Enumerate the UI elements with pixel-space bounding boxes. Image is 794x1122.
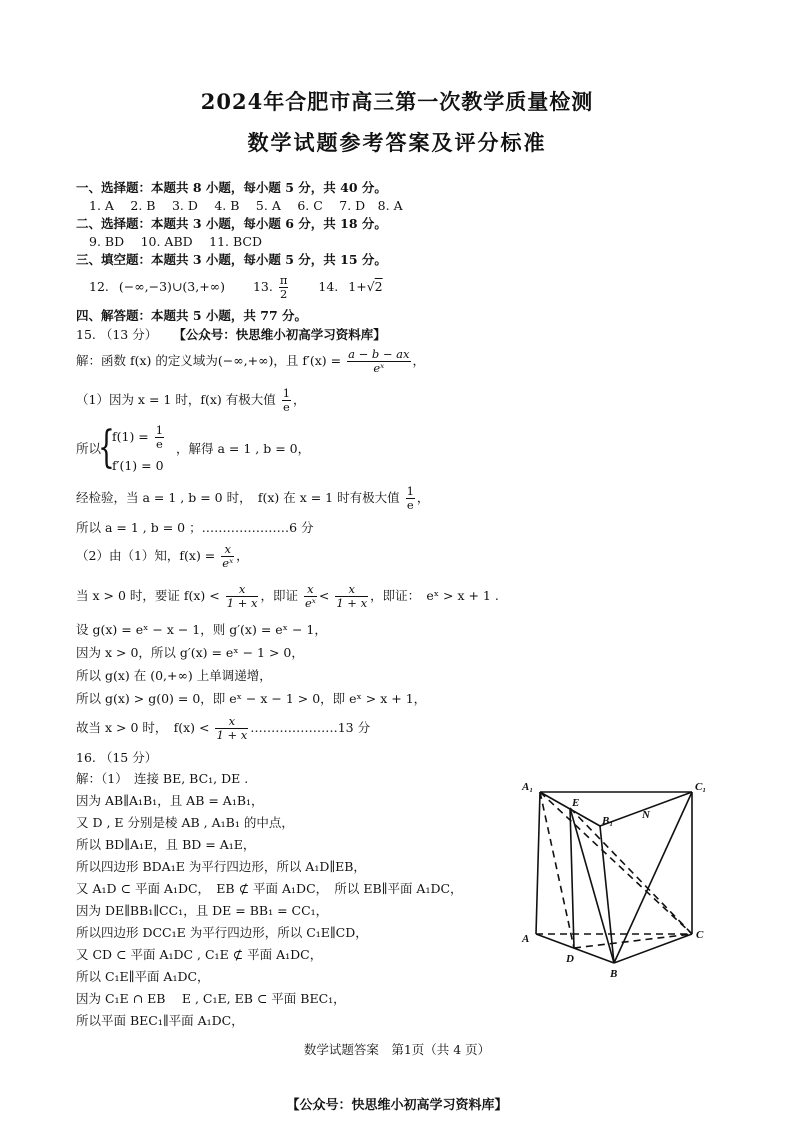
q13-denominator: 2 — [279, 287, 288, 301]
q15-line-2 — [76, 384, 306, 416]
q15-line-6-text: （2）由（1）知，f(x) = — [76, 548, 216, 563]
q15-line-11: 所以 g(x) > g(0) = 0，即 eˣ − x − 1 > 0，即 eˣ > x + 1， — [76, 691, 427, 706]
footer-note: 【公众号：快思维小初高学习资料库】 — [286, 1098, 508, 1113]
system-row-1-fraction — [155, 424, 164, 451]
q15-line-8: 设 g(x) = eˣ − x − 1，则 g′(x) = eˣ − 1， — [76, 622, 327, 637]
label-b1: B₁ — [602, 815, 614, 827]
q15-line-12-text: 故当 x > 0 时， f(x) < — [76, 720, 210, 735]
q16-line-12: 所以平面 BEC₁∥平面 A₁DC， — [76, 1013, 244, 1028]
q15-label-row — [76, 327, 386, 343]
q15-line-6 — [76, 540, 249, 572]
q15-line-4-end: ， — [416, 490, 430, 505]
q16-line-4: 所以 BD∥A₁E，且 BD = A₁E， — [76, 837, 256, 852]
q16-line-3: 又 D , E 分别是棱 AB , A₁B₁ 的中点， — [76, 815, 294, 830]
part2-header: 二、选择题：本题共 3 小题，每小题 6 分，共 18 分。 — [76, 216, 387, 231]
q15-line-12-end: …………………13 分 — [250, 720, 371, 735]
exam-title: 2024年合肥市高三第一次教学质量检测 — [200, 89, 594, 114]
q15-max-fraction — [282, 387, 291, 414]
q15-line-1 — [76, 345, 425, 377]
q15-line-10: 所以 g(x) 在 (0,+∞) 上单调递增， — [76, 668, 272, 683]
q15-note: 【公众号：快思维小初高学习资料库】 — [173, 327, 386, 342]
q15-line-7 — [76, 580, 499, 612]
label-e: E — [572, 797, 580, 809]
q15-check-denominator: e — [406, 498, 414, 512]
q15-line-2-text: （1）因为 x = 1 时，f(x) 有极大值 — [76, 392, 276, 407]
q15-line-7-text: 当 x > 0 时，要证 f(x) < — [76, 588, 220, 603]
q13-numerator: π — [279, 273, 288, 287]
q15-f-denominator: eˣ — [222, 556, 234, 570]
hidden-segment-a1d — [540, 792, 574, 948]
label-n: N — [642, 809, 650, 821]
q15-final-numerator: x — [215, 715, 248, 729]
q15-max-denominator: e — [282, 400, 290, 414]
label-b: B — [610, 968, 618, 980]
prism-figure — [518, 780, 718, 980]
q15-max-numerator: 1 — [282, 386, 291, 400]
segment-ed — [570, 808, 574, 948]
q15-line-2-end: ， — [293, 392, 306, 407]
label-d: D — [566, 953, 574, 965]
q15-so-label: 所以 — [76, 441, 102, 456]
q14-prefix: 1+ — [348, 279, 367, 294]
q16-line-8: 所以四边形 DCC₁E 为平行四边形，所以 C₁E∥CD， — [76, 925, 368, 940]
system-row-1-text: f(1) = — [112, 429, 149, 444]
part1-header: 一、选择题：本题共 8 小题，每小题 5 分，共 40 分。 — [76, 180, 387, 195]
q14-label: 14. — [318, 279, 339, 294]
q15-derivative-denominator: eˣ — [373, 361, 385, 375]
q15-ineq-denominator-2: eˣ — [304, 596, 316, 610]
q14-answer: 1+√2 — [348, 279, 383, 294]
q15-ineq-numerator-1: x — [226, 583, 259, 597]
q15-line-4-text: 经检验，当 a = 1 , b = 0 时， f(x) 在 x = 1 时有极大值 — [76, 490, 400, 505]
answer-key-title: 数学试题参考答案及评分标准 — [247, 130, 547, 155]
q15-ineq-fraction-1 — [226, 583, 259, 610]
q16-line-2: 因为 AB∥A₁B₁，且 AB = A₁B₁， — [76, 793, 264, 808]
q15-line-7-mid: ，即证 — [260, 588, 298, 603]
q15-line-1-text: 解：函数 f(x) 的定义域为(−∞,+∞)，且 f′(x) = — [76, 353, 342, 368]
q12-answer: (−∞,−3)∪(3,+∞) — [118, 279, 225, 294]
q16-line-6: 又 A₁D ⊂ 平面 A₁DC， EB ⊄ 平面 A₁DC， 所以 EB∥平面 A₁DC， — [76, 881, 463, 896]
label-a1: A₁ — [522, 781, 534, 793]
edge-a1a — [536, 792, 540, 934]
q15-line-1-end: ， — [412, 353, 426, 368]
q15-solve-text: ，解得 a = 1 , b = 0， — [176, 441, 311, 456]
hidden-segment-a1c — [540, 792, 692, 934]
system-row-2: f′(1) = 0 — [112, 458, 164, 473]
segment-eb — [570, 808, 614, 963]
q15-label: 15. （13 分） — [76, 327, 158, 342]
q15-ineq-fraction-3 — [335, 583, 368, 610]
system-row-1-numerator: 1 — [155, 423, 164, 437]
part2-answers: 9. BD 10. ABD 11. BCD — [89, 234, 262, 249]
q15-final-denominator: 1 + x — [216, 728, 248, 742]
q15-line-6-end: ， — [236, 548, 249, 563]
q16-line-7: 因为 DE∥BB₁∥CC₁，且 DE = BB₁ = CC₁， — [76, 903, 329, 918]
part3-header: 三、填空题：本题共 3 小题，每小题 5 分，共 15 分。 — [76, 252, 387, 267]
q16-label: 16. （15 分） — [76, 750, 158, 765]
q16-line-11: 因为 C₁E ∩ EB E , C₁E, EB ⊂ 平面 BEC₁， — [76, 991, 346, 1006]
q15-final-fraction — [215, 715, 248, 742]
q13-label: 13. — [252, 279, 273, 294]
q16-line-10: 所以 C₁E∥平面 A₁DC， — [76, 969, 210, 984]
q15-line-12 — [76, 712, 370, 744]
q15-less-than: < — [318, 588, 330, 603]
q16-line-1: 解：（1） 连接 BE, BC₁, DE . — [76, 771, 249, 786]
q15-line-7-end: ，即证： eˣ > x + 1 . — [370, 588, 499, 603]
q14-radicand: 2 — [374, 279, 383, 294]
segment-c1b — [614, 792, 692, 963]
page-footer: 数学试题答案 第1页（共 4 页） — [303, 1042, 491, 1057]
q15-ineq-fraction-2 — [304, 583, 317, 610]
part3-answers — [89, 272, 383, 302]
q13-fraction — [279, 274, 289, 301]
q16-line-9: 又 CD ⊂ 平面 A₁DC , C₁E ⊄ 平面 A₁DC， — [76, 947, 323, 962]
brace-symbol: { — [98, 422, 115, 473]
q15-ineq-denominator-1: 1 + x — [226, 596, 258, 610]
q15-ineq-numerator-3: x — [335, 583, 368, 597]
q15-check-fraction — [406, 485, 415, 512]
system-row-1-denominator: e — [156, 437, 163, 451]
q15-line-4 — [76, 482, 429, 514]
q16-line-5: 所以四边形 BDA₁E 为平行四边形，所以 A₁D∥EB， — [76, 859, 366, 874]
part1-answers: 1. A 2. B 3. D 4. B 5. A 6. C 7. D 8. A — [89, 198, 403, 213]
part4-header: 四、解答题：本题共 5 小题，共 77 分。 — [76, 308, 308, 323]
system-row-1 — [112, 424, 166, 451]
q15-check-numerator: 1 — [406, 484, 414, 498]
q15-f-numerator: x — [221, 543, 234, 557]
label-c1: C₁ — [695, 781, 707, 793]
q12-label: 12. — [89, 279, 109, 294]
q15-line-5: 所以 a = 1 , b = 0 ；…………………6 分 — [76, 520, 314, 535]
label-c: C — [696, 929, 704, 941]
label-a: A — [522, 933, 530, 945]
q15-f-fraction — [221, 543, 234, 570]
q15-ineq-denominator-3: 1 + x — [336, 596, 368, 610]
q15-line-9: 因为 x > 0，所以 g′(x) = eˣ − 1 > 0， — [76, 645, 304, 660]
q15-ineq-numerator-2: x — [304, 583, 317, 597]
q15-derivative-numerator: a − b − ax — [348, 347, 410, 361]
q15-derivative-fraction — [347, 348, 410, 375]
